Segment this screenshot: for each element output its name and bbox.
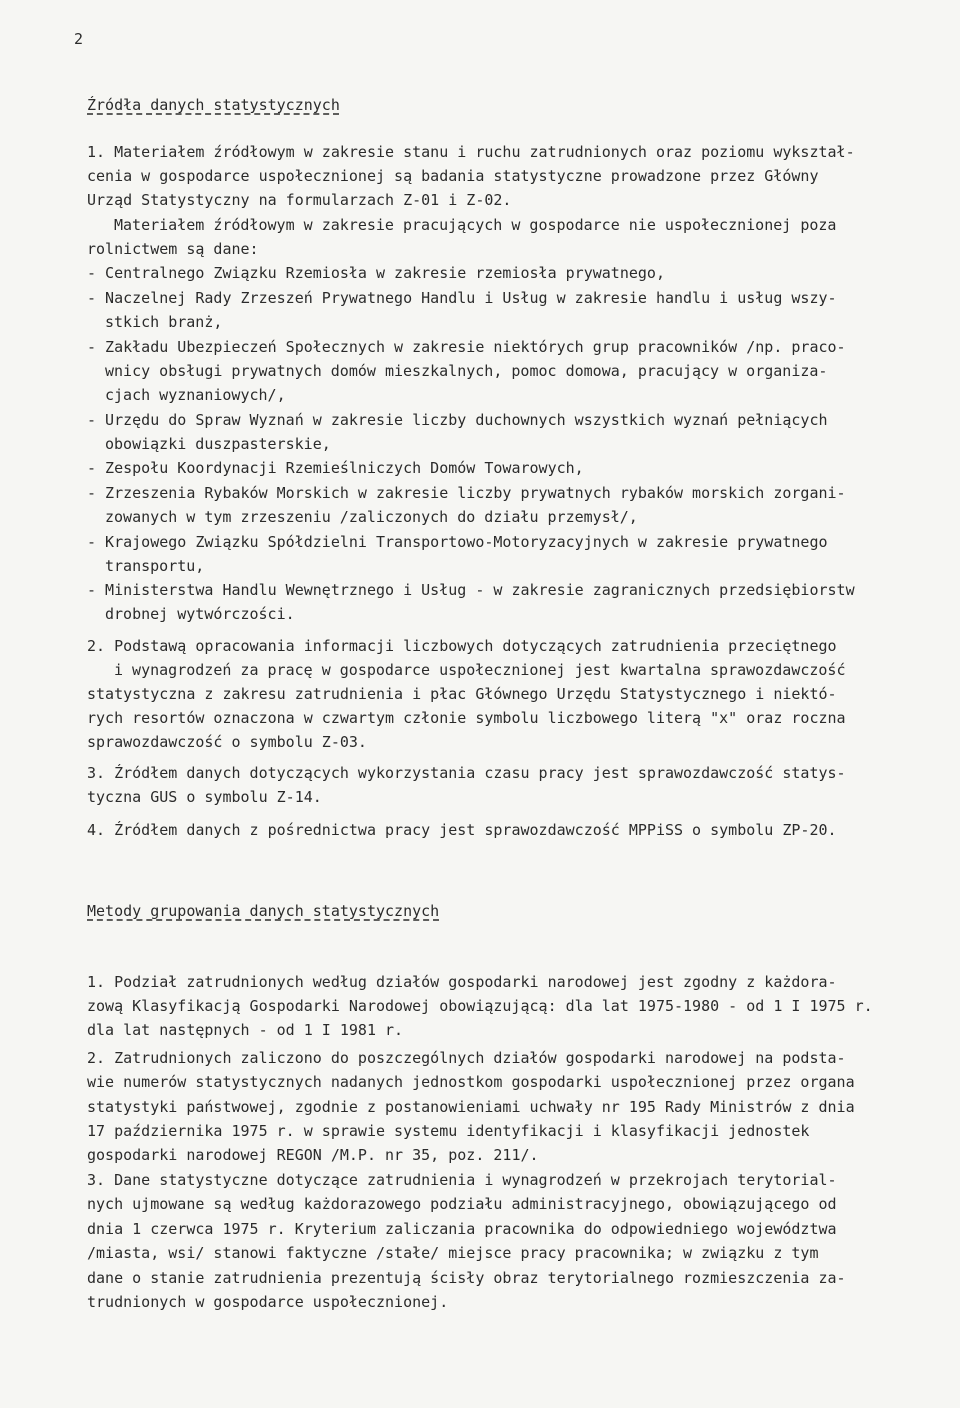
sources-text-line: - Centralnego Związku Rzemiosła w zakresie rzemiosła prywatnego, bbox=[87, 264, 665, 282]
sources-text-line: - Zrzeszenia Rybaków Morskich w zakresie liczby prywatnych rybaków morskich zorgani- bbox=[87, 484, 846, 502]
sources-text-line: obowiązki duszpasterskie, bbox=[105, 435, 331, 453]
sources-text-line: statystyczna z zakresu zatrudnienia i płac Głównego Urzędu Statystycznego i niektó- bbox=[87, 685, 837, 703]
sources-text-line: Materiałem źródłowym w zakresie pracujących w gospodarce nie uspołecznionej poza bbox=[114, 216, 837, 234]
sources-text-line: Urząd Statystyczny na formularzach Z-01 i Z-02. bbox=[87, 191, 512, 209]
sources-text-line: tyczna GUS o symbolu Z-14. bbox=[87, 788, 322, 806]
methods-text-line: dane o stanie zatrudnienia prezentują ścisły obraz terytorialnego rozmieszczenia za- bbox=[87, 1269, 846, 1287]
methods-text-line: dla lat następnych - od 1 I 1981 r. bbox=[87, 1021, 404, 1039]
section-heading-sources: Źródła danych statystycznych bbox=[87, 96, 340, 114]
sources-text-line: - Naczelnej Rady Zrzeszeń Prywatnego Handlu i Usług w zakresie handlu i usług wszy- bbox=[87, 289, 837, 307]
methods-text-line: /miasta, wsi/ stanowi faktyczne /stałe/ miejsce pracy pracownika; w związku z tym bbox=[87, 1244, 819, 1262]
sources-text-line: cjach wyznaniowych/, bbox=[105, 386, 286, 404]
methods-text-line: 2. Zatrudnionych zaliczono do poszczególnych działów gospodarki narodowej na podsta- bbox=[87, 1049, 846, 1067]
sources-text-line: - Zakładu Ubezpieczeń Społecznych w zakresie niektórych grup pracowników /np. praco- bbox=[87, 338, 846, 356]
section-heading-methods: Metody grupowania danych statystycznych bbox=[87, 902, 440, 920]
sources-text-line: 3. Źródłem danych dotyczących wykorzystania czasu pracy jest sprawozdawczość statys- bbox=[87, 764, 846, 782]
sources-text-line: rych resortów oznaczona w czwartym członie symbolu liczbowego literą "x" oraz roczna bbox=[87, 709, 846, 727]
sources-text-line: 4. Źródłem danych z pośrednictwa pracy jest sprawozdawczość MPPiSS o symbolu ZP-20. bbox=[87, 821, 837, 839]
methods-text-line: wie numerów statystycznych nadanych jednostkom gospodarki uspołecznionej przez organa bbox=[87, 1073, 855, 1091]
methods-text-line: nych ujmowane są według każdorazowego podziału administracyjnego, obowiązującego od bbox=[87, 1195, 837, 1213]
methods-text-line: gospodarki narodowej REGON /M.P. nr 35, poz. 211/. bbox=[87, 1146, 539, 1164]
sources-text-line: rolnictwem są dane: bbox=[87, 240, 259, 258]
sources-text-line: - Krajowego Związku Spółdzielni Transportowo-Motoryzacyjnych w zakresie prywatnego bbox=[87, 533, 828, 551]
methods-text-line: trudnionych w gospodarce uspołecznionej. bbox=[87, 1293, 449, 1311]
sources-text-line: stkich branż, bbox=[105, 313, 223, 331]
sources-text-line: i wynagrodzeń za pracę w gospodarce uspołecznionej jest kwartalna sprawozdawczość bbox=[114, 661, 846, 679]
sources-text-line: cenia w gospodarce uspołecznionej są badania statystyczne prowadzone przez Główny bbox=[87, 167, 819, 185]
sources-text-line: zowanych w tym zrzeszeniu /zaliczonych do działu przemysł/, bbox=[105, 508, 638, 526]
sources-text-line: - Urzędu do Spraw Wyznań w zakresie liczby duchownych wszystkich wyznań pełniących bbox=[87, 411, 828, 429]
sources-text-line: wnicy obsługi prywatnych domów mieszkalnych, pomoc domowa, pracujący w organiza- bbox=[105, 362, 828, 380]
methods-text-line: 3. Dane statystyczne dotyczące zatrudnienia i wynagrodzeń w przekrojach terytorial- bbox=[87, 1171, 837, 1189]
sources-text-line: sprawozdawczość o symbolu Z-03. bbox=[87, 733, 367, 751]
sources-text-line: transportu, bbox=[105, 557, 205, 575]
page-number: 2 bbox=[74, 30, 84, 48]
sources-text-line: - Ministerstwa Handlu Wewnętrznego i Usług - w zakresie zagranicznych przedsiębiorstw bbox=[87, 581, 855, 599]
methods-text-line: zową Klasyfikacją Gospodarki Narodowej obowiązującą: dla lat 1975-1980 - od 1 I 1975 r. bbox=[87, 997, 873, 1015]
methods-text-line: statystyki państwowej, zgodnie z postanowieniami uchwały nr 195 Rady Ministrów z dnia bbox=[87, 1098, 855, 1116]
sources-text-line: 2. Podstawą opracowania informacji liczbowych dotyczących zatrudnienia przeciętnego bbox=[87, 637, 837, 655]
sources-text-line: drobnej wytwórczości. bbox=[105, 605, 295, 623]
methods-text-line: 1. Podział zatrudnionych według działów gospodarki narodowej jest zgodny z każdora- bbox=[87, 973, 837, 991]
sources-text-line: 1. Materiałem źródłowym w zakresie stanu i ruchu zatrudnionych oraz poziomu wykształ- bbox=[87, 143, 855, 161]
methods-text-line: 17 października 1975 r. w sprawie systemu identyfikacji i klasyfikacji jednostek bbox=[87, 1122, 810, 1140]
methods-text-line: dnia 1 czerwca 1975 r. Kryterium zaliczania pracownika do odpowiedniego województwa bbox=[87, 1220, 837, 1238]
sources-text-line: - Zespołu Koordynacji Rzemieślniczych Domów Towarowych, bbox=[87, 459, 584, 477]
